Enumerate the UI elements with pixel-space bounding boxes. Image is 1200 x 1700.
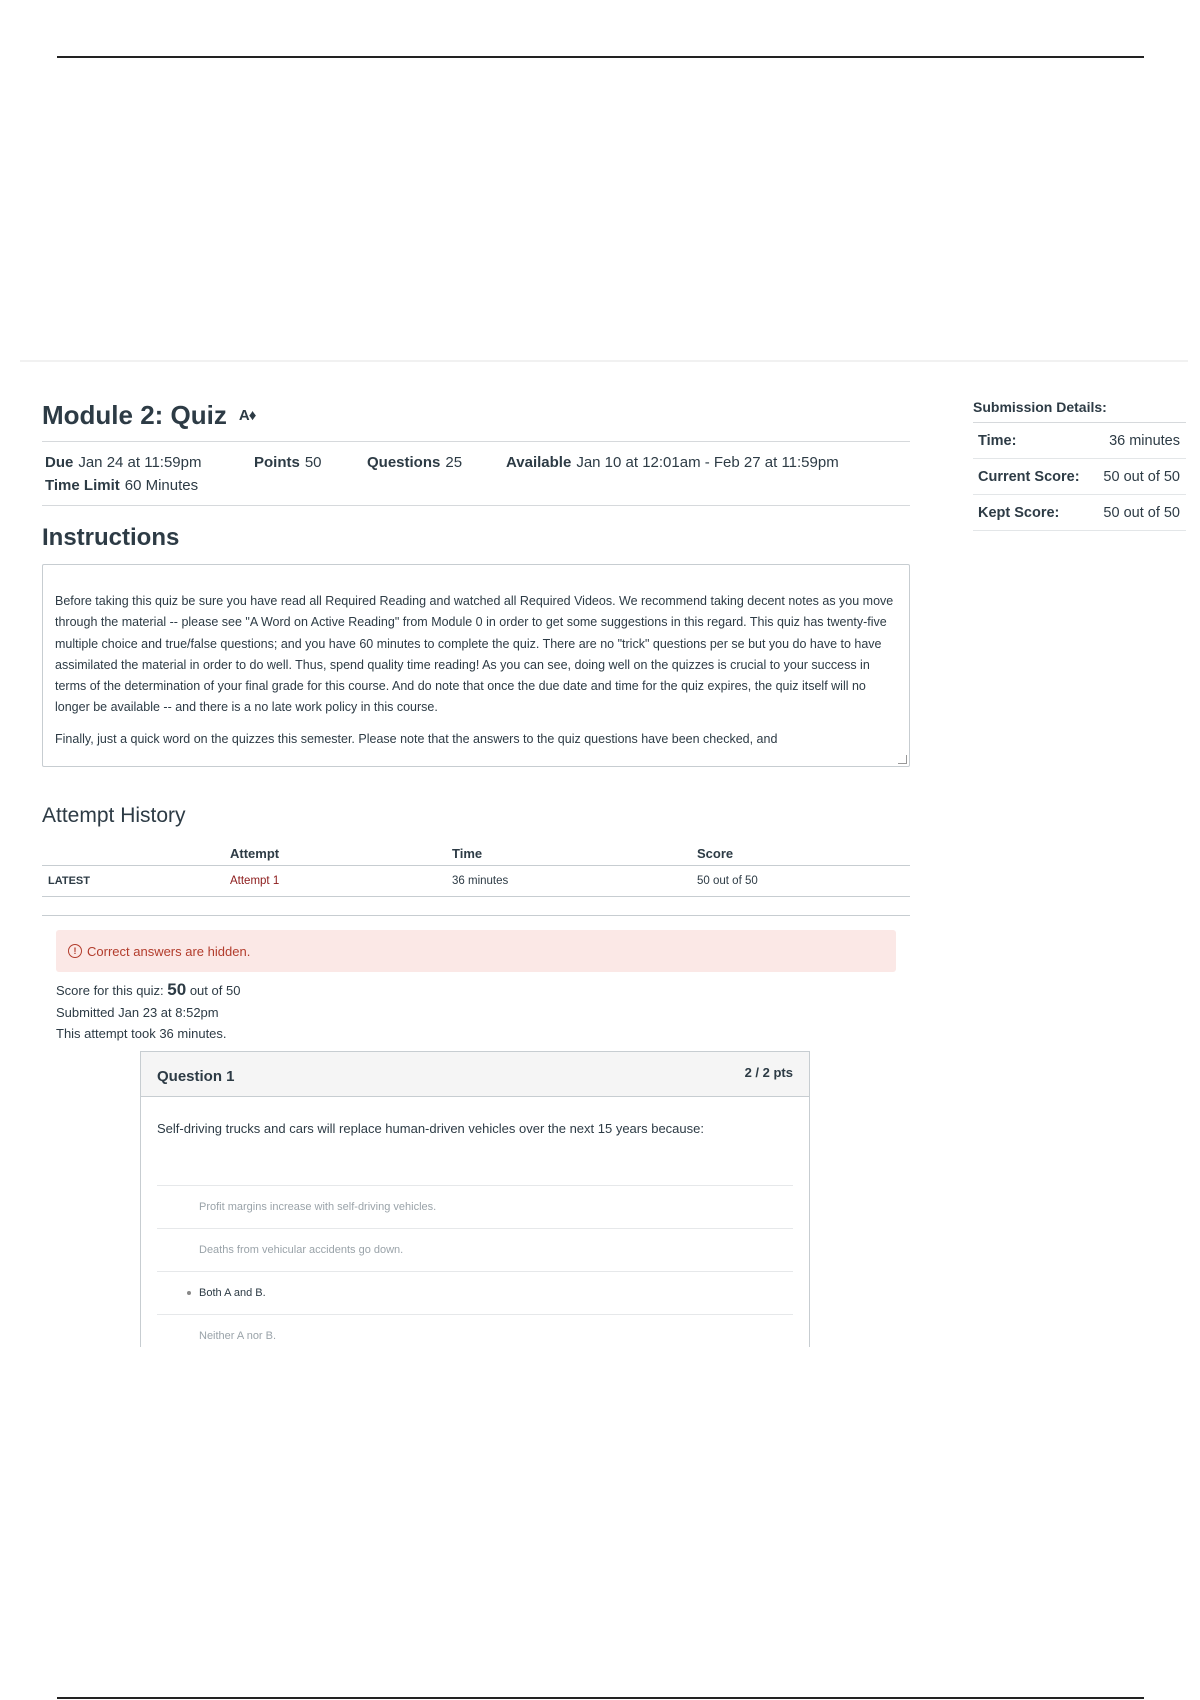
score-cell: 50 out of 50 <box>691 866 910 897</box>
column-header <box>42 840 224 866</box>
detail-current-score: Current Score: 50 out of 50 <box>973 459 1186 495</box>
answer-option: Deaths from vehicular accidents go down. <box>157 1228 793 1271</box>
attempt-history-heading: Attempt History <box>42 804 186 827</box>
quiz-meta-row-2 <box>45 474 907 497</box>
meta-divider <box>42 505 910 506</box>
quiz-title-row <box>42 395 910 435</box>
quiz-main-content <box>42 395 910 1347</box>
results-divider <box>42 915 910 916</box>
info-icon: ! <box>68 944 82 958</box>
points: Points 50 <box>254 454 322 471</box>
question-count: Questions 25 <box>367 454 463 471</box>
submitted-time: Submitted Jan 23 at 8:52pm <box>56 1004 219 1020</box>
attempt-cell <box>224 866 446 897</box>
detail-kept-score: Kept Score: 50 out of 50 <box>973 495 1186 531</box>
instructions-heading: Instructions <box>42 524 180 551</box>
page-bottom-rule <box>57 1697 1144 1699</box>
header-separator <box>20 360 1188 362</box>
due-date: Due Jan 24 at 11:59pm <box>45 454 202 471</box>
page-top-rule <box>57 56 1144 58</box>
question-header <box>141 1052 809 1097</box>
accessibility-icon[interactable]: A♦ <box>238 406 256 424</box>
table-header-row <box>42 840 910 866</box>
selected-answer-icon <box>187 1291 191 1295</box>
attempt-link[interactable]: Attempt 1 <box>230 875 280 887</box>
instructions-paragraph: Before taking this quiz be sure you have read all Required Reading and watched all Required Videos. We recommend taking decent notes as you move through the material -- please see "A Word on Active Reading" from Module 0 in order to get some suggestions in this regard. This quiz has twenty-five multiple choice and true/false questions; and you have 60 minutes to complete the quiz. There are no "trick" questions per se but you do have to have assimilated the material in order to do well. Thus, spend quality time reading! As you can see, doing well on the quizzes is crucial to your success in terms of the determination of your final grade for this course. And do note that once the due date and time for the quiz expires, the quiz itself will no longer be available -- and there is a no late work policy in this course. <box>55 594 894 715</box>
answer-option: Profit margins increase with self-driving vehicles. <box>157 1185 793 1228</box>
submission-details-panel <box>973 399 1186 531</box>
score-value: 50 <box>167 980 187 999</box>
answer-option: Neither A nor B. <box>157 1314 793 1347</box>
question-card <box>140 1051 810 1347</box>
attempt-history-table <box>42 840 910 897</box>
answer-list <box>157 1185 793 1347</box>
availability: Available Jan 10 at 12:01am - Feb 27 at 11:59pm <box>506 454 839 471</box>
alert-text: Correct answers are hidden. <box>87 943 251 959</box>
question-points: 2 / 2 pts <box>744 1064 793 1080</box>
quiz-results <box>56 930 896 1347</box>
detail-time: Time: 36 minutes <box>973 423 1186 459</box>
hidden-answers-alert <box>56 930 896 972</box>
quiz-score: Score for this quiz: 50 out of 50 <box>56 980 241 999</box>
submission-details-title: Submission Details: <box>973 399 1186 423</box>
answer-option-selected: Both A and B. <box>157 1271 793 1314</box>
question-text: Self-driving trucks and cars will replace human-driven vehicles over the next 15 years because: <box>157 1120 704 1136</box>
attempt-duration: This attempt took 36 minutes. <box>56 1026 227 1041</box>
quiz-meta <box>42 442 910 505</box>
time-cell: 36 minutes <box>446 866 691 897</box>
question-title: Question 1 <box>157 1067 235 1085</box>
instructions-paragraph: Finally, just a quick word on the quizzes this semester. Please note that the answers to the quiz questions have been checked, and <box>55 731 778 746</box>
page-title: Module 2: Quiz <box>42 399 227 430</box>
score-summary <box>56 979 896 1045</box>
column-header-attempt: Attempt <box>224 840 446 866</box>
latest-tag: LATEST <box>42 866 224 897</box>
instructions-scroll-box[interactable] <box>42 564 910 767</box>
column-header-time: Time <box>446 840 691 866</box>
time-limit: Time Limit 60 Minutes <box>45 477 199 494</box>
quiz-meta-row-1 <box>45 451 907 474</box>
resize-handle-icon[interactable] <box>898 755 907 764</box>
column-header-score: Score <box>691 840 910 866</box>
table-row <box>42 866 910 897</box>
